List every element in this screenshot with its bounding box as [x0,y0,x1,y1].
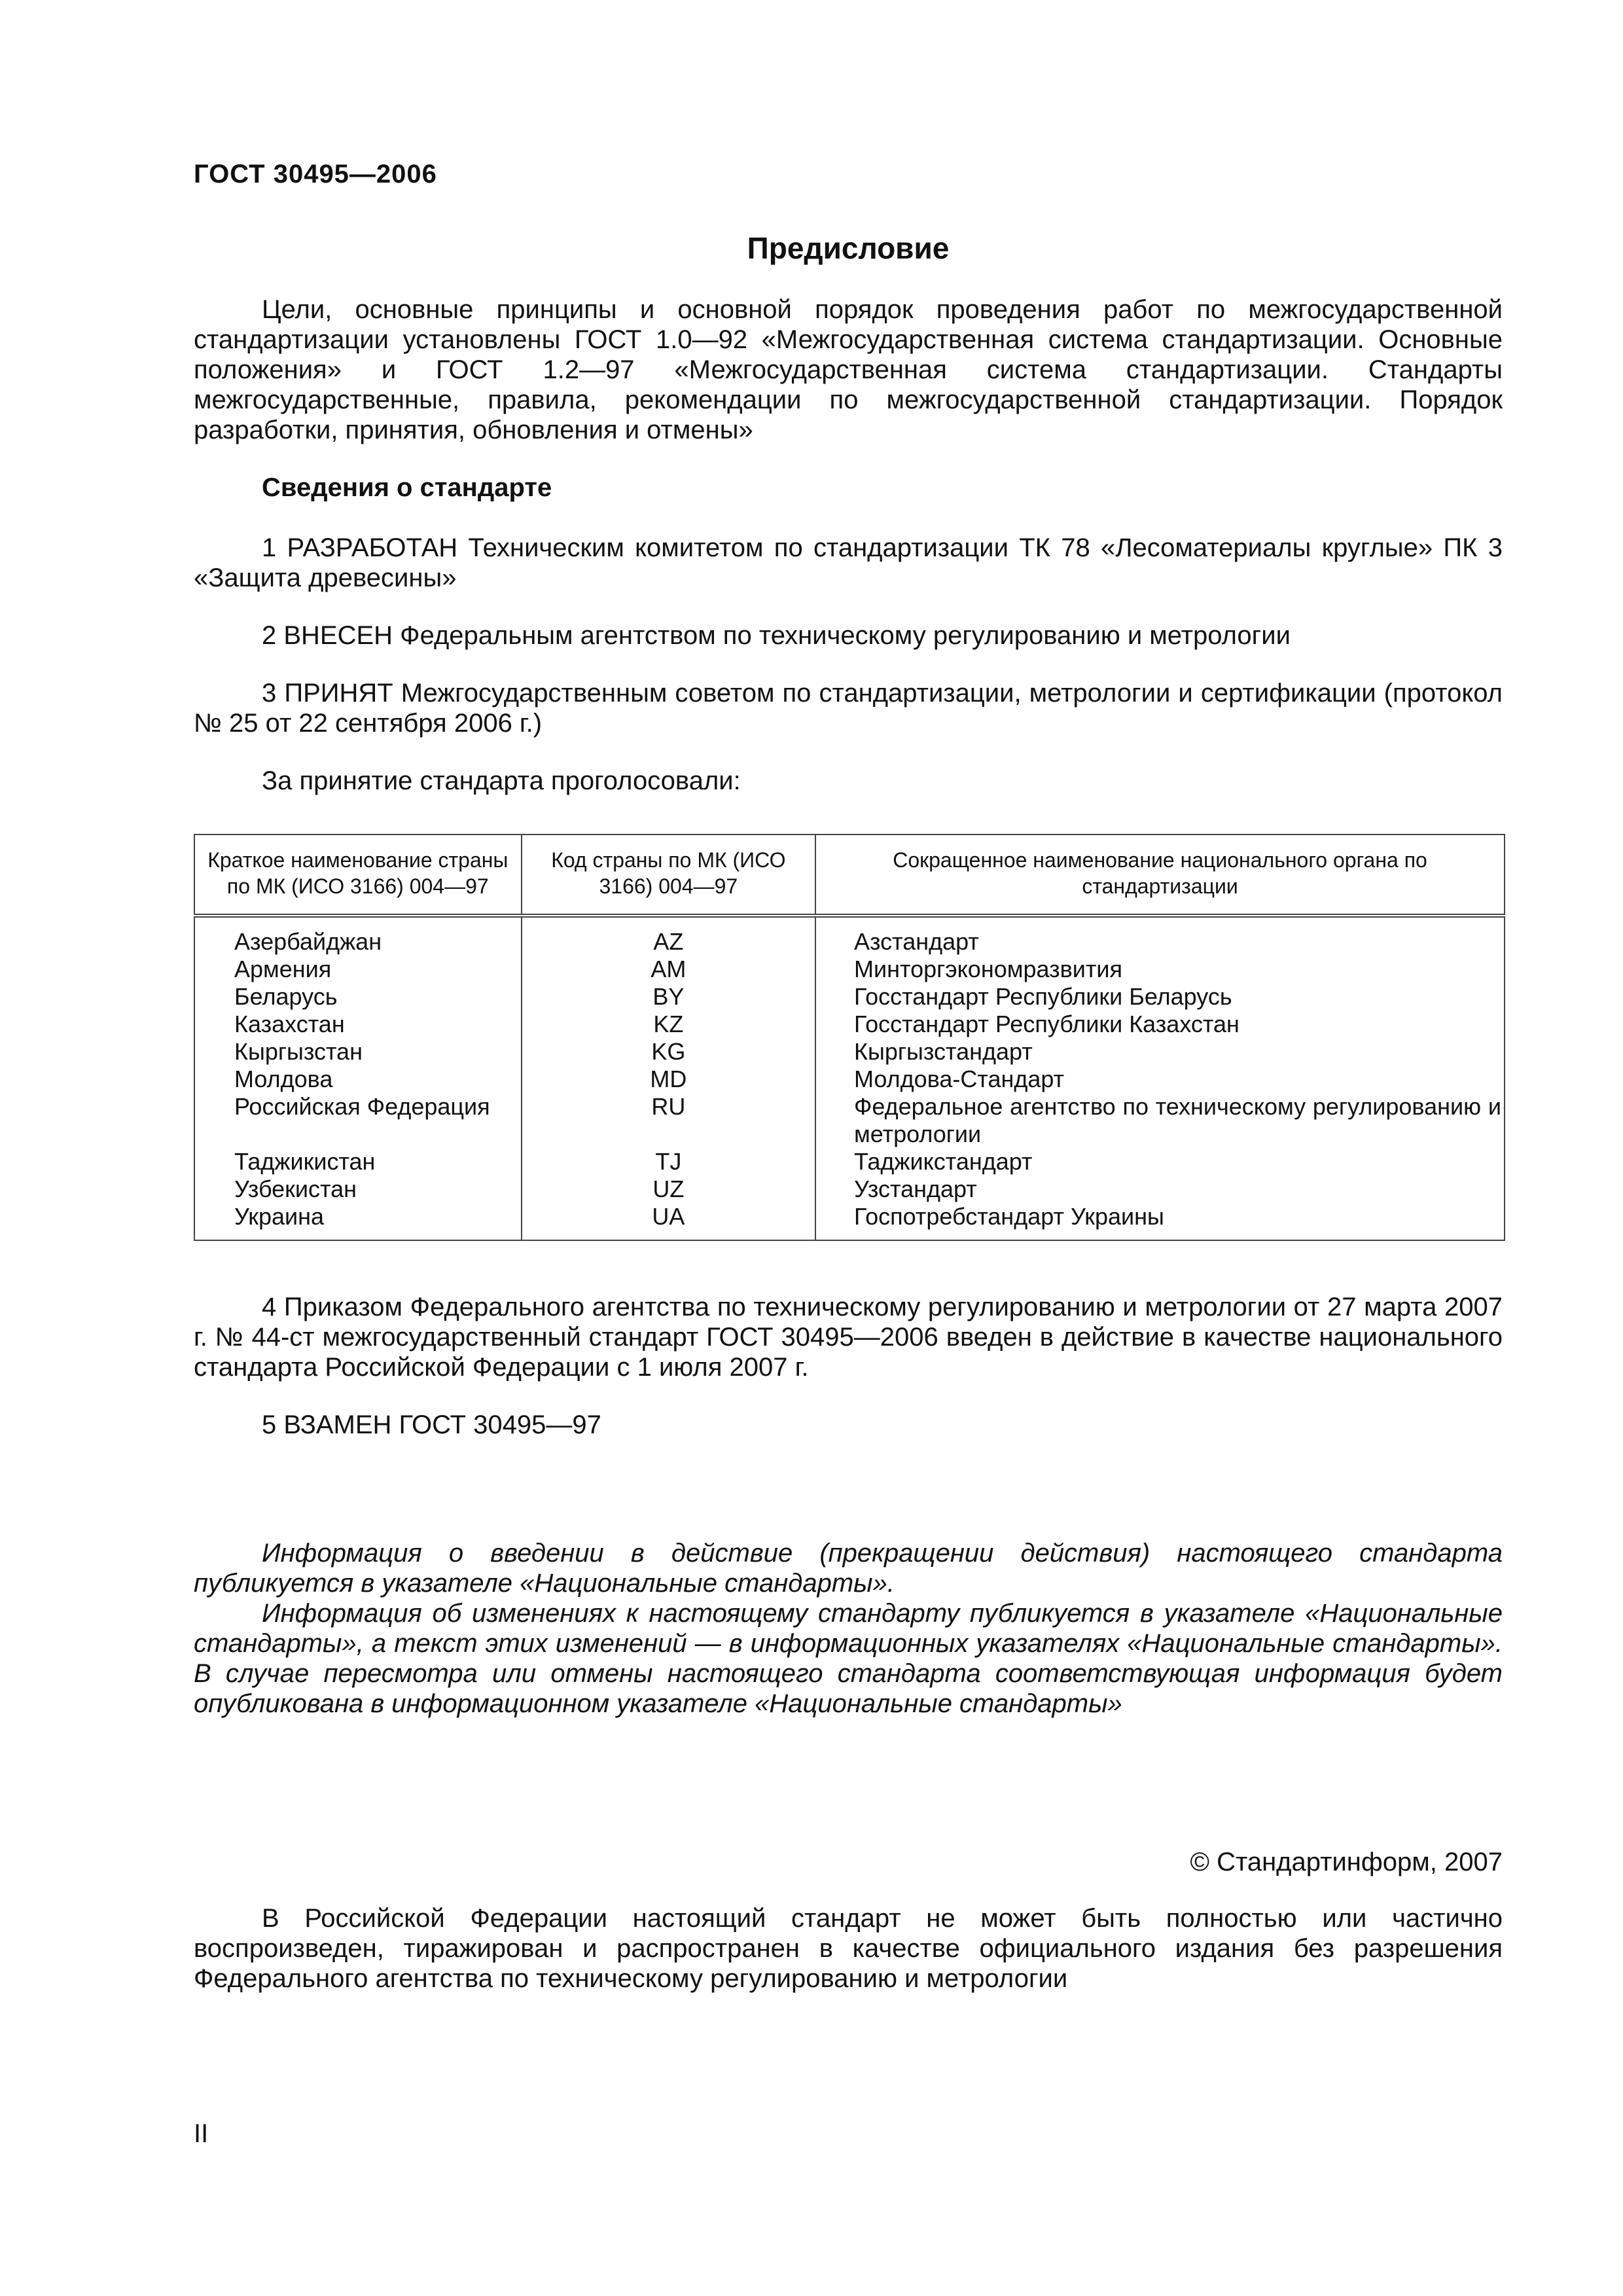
item-adopted: 3 ПРИНЯТ Межгосударственным советом по стандартизации, метрологии и сертификации (протокол № 25 от 22 сентября 2006 г.) [194,679,1503,738]
table-row [194,1203,1505,1240]
body-cell: Госпотребстандарт Украины [815,1203,1505,1240]
country-cell: Кыргызстан [194,1038,522,1066]
vote-intro: За принятие стандарта проголосовали: [262,766,741,795]
voting-table [194,834,1505,1241]
item-submitted: 2 ВНЕСЕН Федеральным агентством по техническому регулированию и метрологии [262,621,1291,650]
publication-notice [194,1538,1503,1719]
table-row [194,983,1505,1011]
page-content [194,233,1503,1994]
code-cell: UZ [522,1175,815,1203]
copyright-line: © Стандартинформ, 2007 [1190,1848,1503,1876]
table-row [194,916,1505,956]
code-cell: AZ [522,916,815,956]
page-number: II [194,2119,209,2148]
item-enacted: 4 Приказом Федерального агентства по техническому регулированию и метрологии от 27 марта 2007 г. № 44-ст межгосударственный стандарт ГОСТ 30495—2006 введен в действие в качестве национального стандарта Российской Федерации с 1 июля 2007 г. [194,1293,1503,1382]
body-cell: Минторгэкономразвития [815,956,1505,983]
info-heading: Сведения о стандарте [262,473,552,502]
body-cell: Федеральное агентство по техническому регулированию и метрологии [815,1093,1505,1148]
code-cell: RU [522,1093,815,1148]
country-cell: Азербайджан [194,916,522,956]
rights-notice: В Российской Федерации настоящий стандарт не может быть полностью или частично воспроизведен, тиражирован и распространен в качестве официального издания без разрешения Федерального агентства по техническому регулированию и метрологии [194,1904,1503,1993]
table-row [194,1093,1505,1148]
notice-paragraph: Информация о введении в действие (прекращении действия) настоящего стандарта публикуется в указателе «Национальные стандарты». [194,1539,1503,1598]
item-developed: 1 РАЗРАБОТАН Техническим комитетом по стандартизации ТК 78 «Лесоматериалы круглые» ПК 3 «Защита древесины» [194,533,1503,592]
table-row [194,1148,1505,1175]
page-title: Предисловие [747,231,950,265]
code-cell: TJ [522,1148,815,1175]
body-cell: Азстандарт [815,916,1505,956]
table-row [194,1011,1505,1038]
intro-paragraph: Цели, основные принципы и основной порядок проведения работ по межгосударственной стандартизации установлены ГОСТ 1.0—92 «Межгосударственная система стандартизации. Основные положения» и ГОСТ 1.2—97 «Межгосударственная система стандартизации. Стандарты межгосударственные, правила, рекомендации по межгосударственной стандартизации. Порядок разработки, принятия, обновления и отмены» [194,295,1503,444]
code-cell: BY [522,983,815,1011]
code-cell: AM [522,956,815,983]
code-cell: UA [522,1203,815,1240]
body-cell: Госстандарт Республики Беларусь [815,983,1505,1011]
table-row [194,1038,1505,1066]
country-cell: Армения [194,956,522,983]
header-body: Сокращенное наименование национального органа по стандартизации [815,834,1505,916]
body-cell: Кыргызстандарт [815,1038,1505,1066]
body-cell: Узстандарт [815,1175,1505,1203]
item-replaces: 5 ВЗАМЕН ГОСТ 30495—97 [262,1410,601,1439]
code-cell: KG [522,1038,815,1066]
header-code: Код страны по МК (ИСО 3166) 004—97 [522,834,815,916]
table-row [194,956,1505,983]
body-cell: Госстандарт Республики Казахстан [815,1011,1505,1038]
country-cell: Молдова [194,1066,522,1093]
country-cell: Казахстан [194,1011,522,1038]
notice-paragraph: Информация об изменениях к настоящему стандарту публикуется в указателе «Национальные стандарты», а текст этих изменений — в информационных указателях «Национальные стандарты». В случае пересмотра или отмены настоящего стандарта соответствующая информация будет опубликована в информационном указателе «Национальные стандарты» [194,1599,1503,1718]
code-cell: MD [522,1066,815,1093]
country-cell: Таджикистан [194,1148,522,1175]
table-row [194,1175,1505,1203]
header-country: Краткое наименование страны по МК (ИСО 3166) 004—97 [194,834,522,916]
country-cell: Узбекистан [194,1175,522,1203]
code-cell: KZ [522,1011,815,1038]
country-cell: Российская Федерация [194,1093,522,1148]
country-cell: Беларусь [194,983,522,1011]
table-header-row [194,834,1505,916]
body-cell: Молдова-Стандарт [815,1066,1505,1093]
country-cell: Украина [194,1203,522,1240]
body-cell: Таджикстандарт [815,1148,1505,1175]
standard-code-header: ГОСТ 30495—2006 [194,160,437,188]
table-row [194,1066,1505,1093]
